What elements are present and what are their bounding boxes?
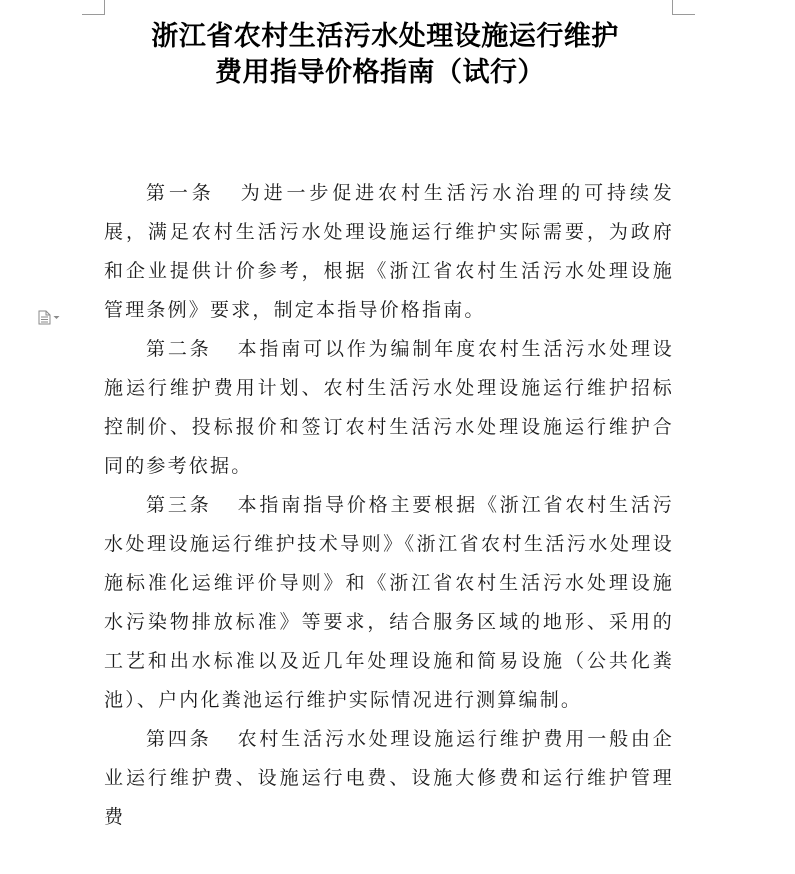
document-title-line-1: 浙江省农村生活污水处理设施运行维护 (151, 21, 619, 52)
article-number: 第二条 (146, 338, 212, 360)
article-number: 第三条 (146, 494, 212, 516)
article-text: 本指南指导价格主要根据《浙江省农村生活污水处理设施运行维护技术导则》《浙江省农村生活污水处理设施标准化运维评价导则》和《浙江省农村生活污水处理设施水污染物排放标准》等要求，结合服务区域的地形、采用的工艺和出水标准以及近几年处理设施和简易设施（公共化粪池）、户内化粪池运行维护实际情况进行测算编制。 (104, 494, 674, 711)
article-text: 为进一步促进农村生活污水治理的可持续发展，满足农村生活污水处理设施运行维护实际需要，为政府和企业提供计价参考，根据《浙江省农村生活污水处理设施管理条例》要求，制定本指导价格指南。 (104, 182, 674, 321)
document-options-icon[interactable] (38, 309, 64, 325)
margin-corner-mark-right (672, 0, 695, 15)
document-icon (38, 310, 51, 325)
article-number: 第一条 (146, 182, 215, 204)
chevron-down-icon (53, 315, 60, 320)
document-body (104, 174, 674, 837)
document-title-line-2: 费用指导价格指南（试行） (215, 57, 545, 88)
article-text: 本指南可以作为编制年度农村生活污水处理设施运行维护费用计划、农村生活污水处理设施运行维护招标控制价、投标报价和签订农村生活污水处理设施运行维护合同的参考依据。 (104, 338, 674, 477)
article-2 (104, 330, 674, 486)
article-1 (104, 174, 674, 330)
article-number: 第四条 (146, 728, 212, 750)
margin-corner-mark-left (82, 0, 105, 15)
article-text: 农村生活污水处理设施运行维护费用一般由企业运行维护费、设施运行电费、设施大修费和运行维护管理费 (104, 728, 674, 828)
article-3 (104, 486, 674, 720)
article-4 (104, 720, 674, 837)
